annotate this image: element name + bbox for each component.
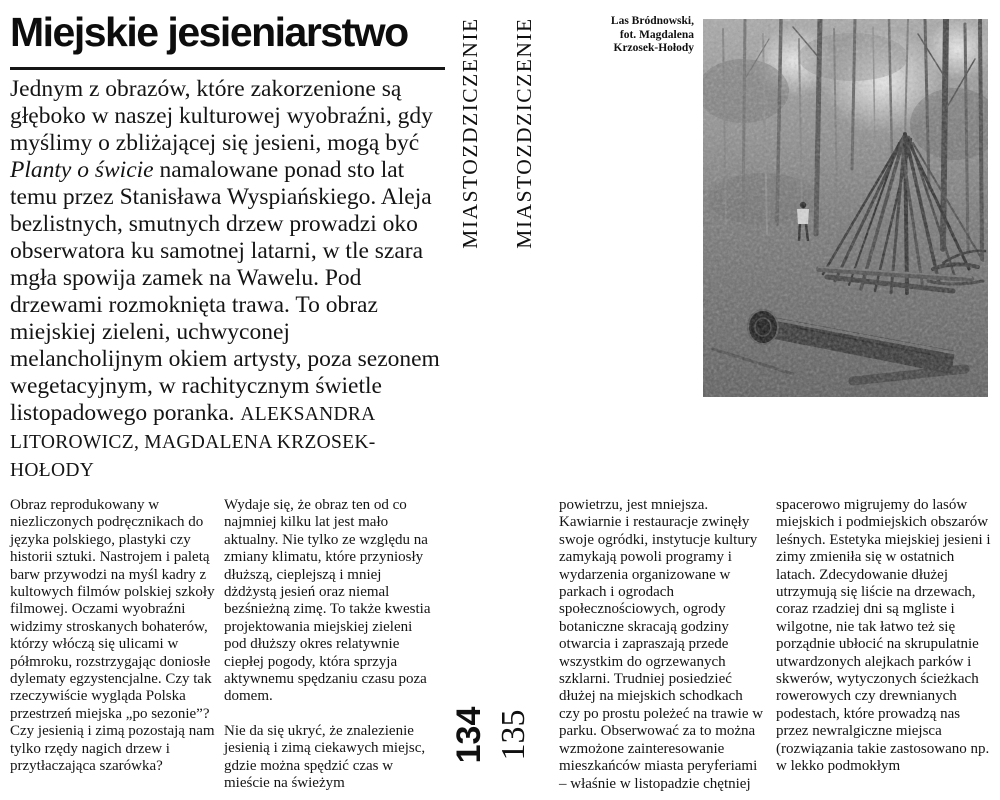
- lead-text-1: Jednym z obrazów, które zakorzenione są głęboko w naszej kulturowej wyobraźni, gdy myślimy o zbliżającej się jesieni, mogą być: [10, 76, 433, 156]
- photo-caption-line: Krzosek-Hołody: [613, 42, 694, 54]
- photo-caption: [558, 15, 694, 56]
- lead-paragraph: [10, 76, 447, 484]
- body-column-1: [10, 497, 216, 776]
- vertical-journal-title-right: MIASTOZDZICZENIE: [512, 17, 536, 249]
- body-paragraph: Wydaje się, że obraz ten od co najmniej kilku lat jest mało aktualny. Nie tylko ze względu na zmiany klimatu, które przyniosły dłuższą, cieplejszą i mniej dżdżystą jesień oraz niemal bezśnieżną zimę. To także kwestia projektowania miejskiej zieleni pod dłuższy okres relatywnie ciepłej pogody, która sprzyja aktywnemu spędzaniu czasu poza domem.: [224, 497, 431, 705]
- photo-caption-line: Las Bródnowski,: [610, 15, 694, 27]
- body-paragraph: Obraz reprodukowany w niezliczonych podręcznikach do języka polskiego, plastyki czy historii sztuki. Nastrojem i paletą barw przywodzi na myśl kadry z kultowych filmów polskiej szkoły filmowej. Oczami wyobraźni widzimy stroskanych bohaterów, którzy włóczą się ulicami w półmroku, rozstrzygając doniosłe dylematy egzystencjalne. Czy tak rzeczywiście wygląda Polska przestrzeń miejska „po sezonie”? Czy jesienią i zimą pozostają nam tylko rzędy nagich drzew i przytłaczająca szarówka?: [10, 497, 215, 775]
- page-number-right: 135: [495, 709, 532, 761]
- forest-photo: [703, 19, 988, 397]
- body-column-3: [559, 497, 766, 793]
- vertical-journal-title-left: MIASTOZDZICZENIE: [458, 17, 482, 249]
- lead-italic-title: Planty o świcie: [10, 157, 154, 183]
- body-column-2: [224, 497, 436, 793]
- page-number-left: 134: [450, 706, 488, 764]
- body-paragraph: powietrzu, jest mniejsza. Kawiarnie i restauracje zwinęły swoje ogródki, instytucje kultury zamykają powoli programy i wydarzenia organizowane w parkach i ogrodach społecznościowych, ogrody botaniczne skracają godziny otwarcia i zapraszają przede wszystkim do ogrzewanych szklarni. Trudniej posiedzieć dłużej na miejskich schodkach czy po prostu poleżeć na trawie w parku. Obserwować za to można wzmożone zainteresowanie mieszkańców miasta peryferiami – właśnie w listopadzie chętniej: [559, 497, 764, 792]
- body-column-4: [776, 497, 995, 776]
- page-title: Miejskie jesieniarstwo: [10, 9, 408, 55]
- lead-text-2: namalowane ponad sto lat temu przez Stanisława Wyspiańskiego. Aleja bezlistnych, smutnych drzew prowadzi oko obserwatora ku samotnej latarni, w tle szara mgła spowija zamek na Wawelu. Pod drzewami rozmoknięta trawa. To obraz miejskiej zieleni, uchwyconej melancholijnym okiem artysty, poza sezonem wegetacyjnym, w rachitycznym świetle listopadowego poranka.: [10, 157, 440, 426]
- title-divider: [10, 67, 445, 70]
- body-paragraph: Nie da się ukryć, że znalezienie jesienią i zimą ciekawych miejsc, gdzie można spędzić czas w mieście na świeżym: [224, 722, 426, 792]
- photo-caption-line: fot. Magdalena: [619, 28, 694, 41]
- authors: ALEKSANDRA LITOROWICZ, MAGDALENA KRZOSEK-HOŁODY: [10, 404, 376, 481]
- body-paragraph: spacerowo migrujemy do lasów miejskich i podmiejskich obszarów leśnych. Estetyka miejskiej jesieni i zimy zmieniła się w ostatnich latach. Zdecydowanie dłużej utrzymują się liście na drzewach, coraz rzadziej dni są mgliste i wilgotne, nie tak łatwo też się porządnie ubłocić na skrupulatnie utwardzonych alejkach parków i skwerów, wytyczonych ścieżkach rowerowych czy drewnianych podestach, które prowadzą nas przez newralgiczne miejsca (rozwiązania takie zastosowano np. w lekko podmokłym: [776, 497, 991, 775]
